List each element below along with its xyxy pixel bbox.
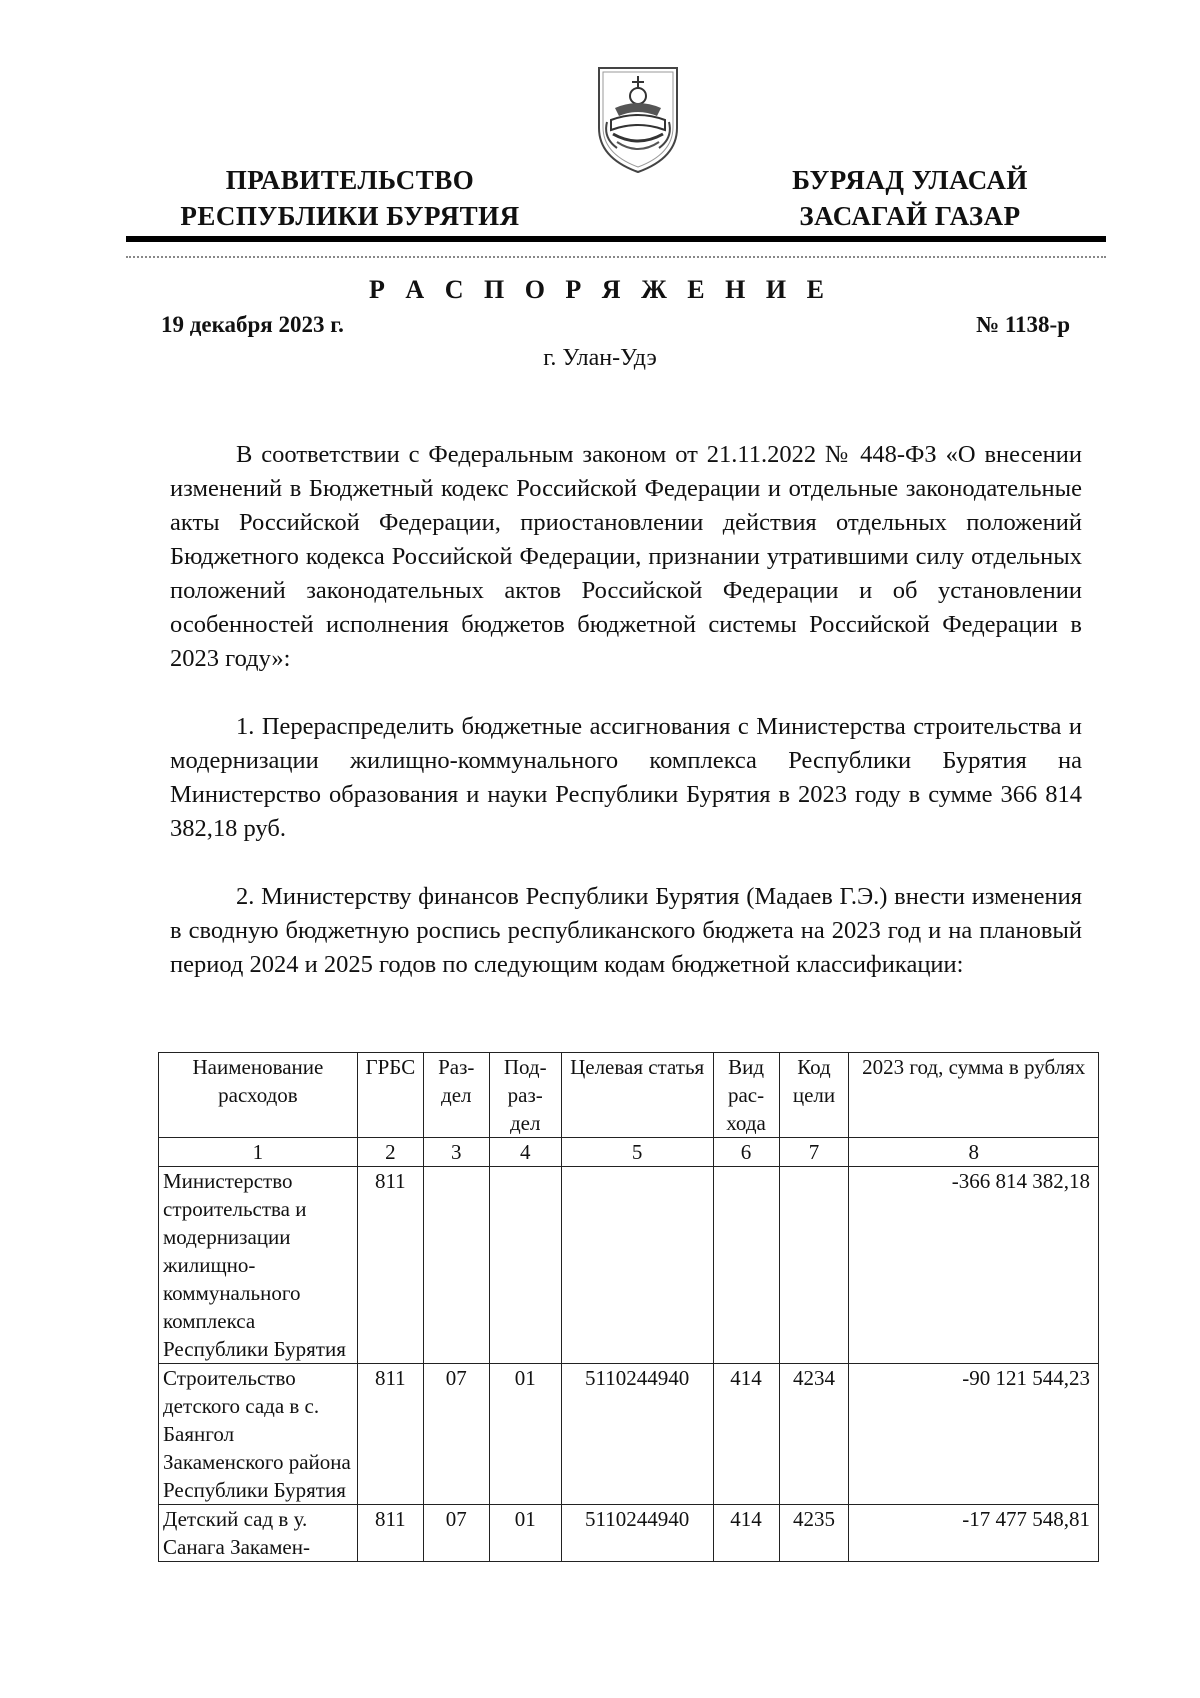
- cell-subsection: 01: [489, 1505, 561, 1562]
- col-header-target-article: Целевая статья: [561, 1053, 713, 1138]
- table-header-row: [159, 1053, 1099, 1138]
- budget-table: [158, 1052, 1099, 1562]
- paragraph-item-1: 1. Перераспределить бюджетные ассигнования с Министерства строительства и модернизации жилищно-коммунального комплекса Республики Бурятия на Министерство образования и науки Республики Бурятия в 2023 году в сумме 366 814 382,18 руб.: [170, 713, 1082, 842]
- cell-grbs: 811: [357, 1364, 423, 1505]
- cell-name: Детский сад в у. Санага Закамен-: [159, 1505, 358, 1562]
- table-row: [159, 1505, 1099, 1562]
- cell-expense-type: 414: [713, 1364, 779, 1505]
- header-divider-thin: [126, 256, 1106, 258]
- cell-amount: -90 121 544,23: [849, 1364, 1099, 1505]
- cell-subsection: 01: [489, 1364, 561, 1505]
- coat-of-arms-icon: [593, 58, 683, 176]
- document-city: г. Улан-Удэ: [543, 345, 657, 371]
- col-header-name: Наименование расходов: [159, 1053, 358, 1138]
- document-number: № 1138-р: [975, 312, 1070, 337]
- col-header-amount: 2023 год, сумма в рублях: [849, 1053, 1099, 1138]
- col-header-expense-type: Вид рас-хода: [713, 1053, 779, 1138]
- cell-goal-code: [779, 1167, 849, 1364]
- cell-goal-code: 4235: [779, 1505, 849, 1562]
- cell-section: 07: [423, 1505, 489, 1562]
- cell-grbs: 811: [357, 1505, 423, 1562]
- cell-grbs: 811: [357, 1167, 423, 1364]
- header-left-line-1: ПРАВИТЕЛЬСТВО: [225, 165, 475, 195]
- col-header-grbs: ГРБС: [357, 1053, 423, 1138]
- document-type: Р А С П О Р Я Ж Е Н И Е: [369, 275, 831, 304]
- cell-target-article: [561, 1167, 713, 1364]
- paragraph-item-2: 2. Министерству финансов Республики Бурятия (Мадаев Г.Э.) внести изменения в сводную бюджетную роспись республиканского бюджета на 2023 год и на плановый период 2024 и 2025 годов по следующим кодам бюджетной классификации:: [170, 883, 1082, 978]
- cell-section: [423, 1167, 489, 1364]
- cell-goal-code: 4234: [779, 1364, 849, 1505]
- col-number: 1: [159, 1138, 358, 1167]
- cell-amount: -366 814 382,18: [849, 1167, 1099, 1364]
- cell-target-article: 5110244940: [561, 1364, 713, 1505]
- col-number: 6: [713, 1138, 779, 1167]
- header-right-line-2: ЗАСАГАЙ ГАЗАР: [799, 201, 1021, 231]
- col-header-section: Раз-дел: [423, 1053, 489, 1138]
- col-header-goal-code: Код цели: [779, 1053, 849, 1138]
- document-body: [170, 438, 1082, 1016]
- col-number: 4: [489, 1138, 561, 1167]
- col-number: 3: [423, 1138, 489, 1167]
- header-divider-thick: [126, 236, 1106, 242]
- col-number: 2: [357, 1138, 423, 1167]
- cell-expense-type: 414: [713, 1505, 779, 1562]
- cell-amount: -17 477 548,81: [849, 1505, 1099, 1562]
- col-number: 8: [849, 1138, 1099, 1167]
- cell-expense-type: [713, 1167, 779, 1364]
- header-left-line-2: РЕСПУБЛИКИ БУРЯТИЯ: [180, 201, 520, 231]
- cell-subsection: [489, 1167, 561, 1364]
- header-right-line-1: БУРЯАД УЛАСАЙ: [792, 165, 1028, 195]
- col-number: 5: [561, 1138, 713, 1167]
- col-number: 7: [779, 1138, 849, 1167]
- cell-section: 07: [423, 1364, 489, 1505]
- cell-target-article: 5110244940: [561, 1505, 713, 1562]
- col-header-subsection: Под-раз-дел: [489, 1053, 561, 1138]
- table-row: [159, 1167, 1099, 1364]
- cell-name: Министерство строительства и модернизации жилищно-коммунального комплекса Республики Бурятия: [159, 1167, 358, 1364]
- cell-name: Строительство детского сада в с. Баянгол Закаменского района Республики Бурятия: [159, 1364, 358, 1505]
- table-row: [159, 1364, 1099, 1505]
- document-date: 19 декабря 2023 г.: [161, 312, 344, 337]
- table-column-numbers-row: [159, 1138, 1099, 1167]
- paragraph-preamble: В соответствии с Федеральным законом от 21.11.2022 № 448-ФЗ «О внесении изменений в Бюджетный кодекс Российской Федерации и отдельные законодательные акты Российской Федерации, приостановлении действия отдельных положений Бюджетного кодекса Российской Федерации, признании утратившими силу отдельных положений законодательных актов Российской Федерации и об установлении особенностей исполнения бюджетов бюджетной системы Российской Федерации в 2023 году»:: [170, 441, 1082, 672]
- header-right: [745, 162, 1075, 234]
- header-left: [150, 162, 550, 234]
